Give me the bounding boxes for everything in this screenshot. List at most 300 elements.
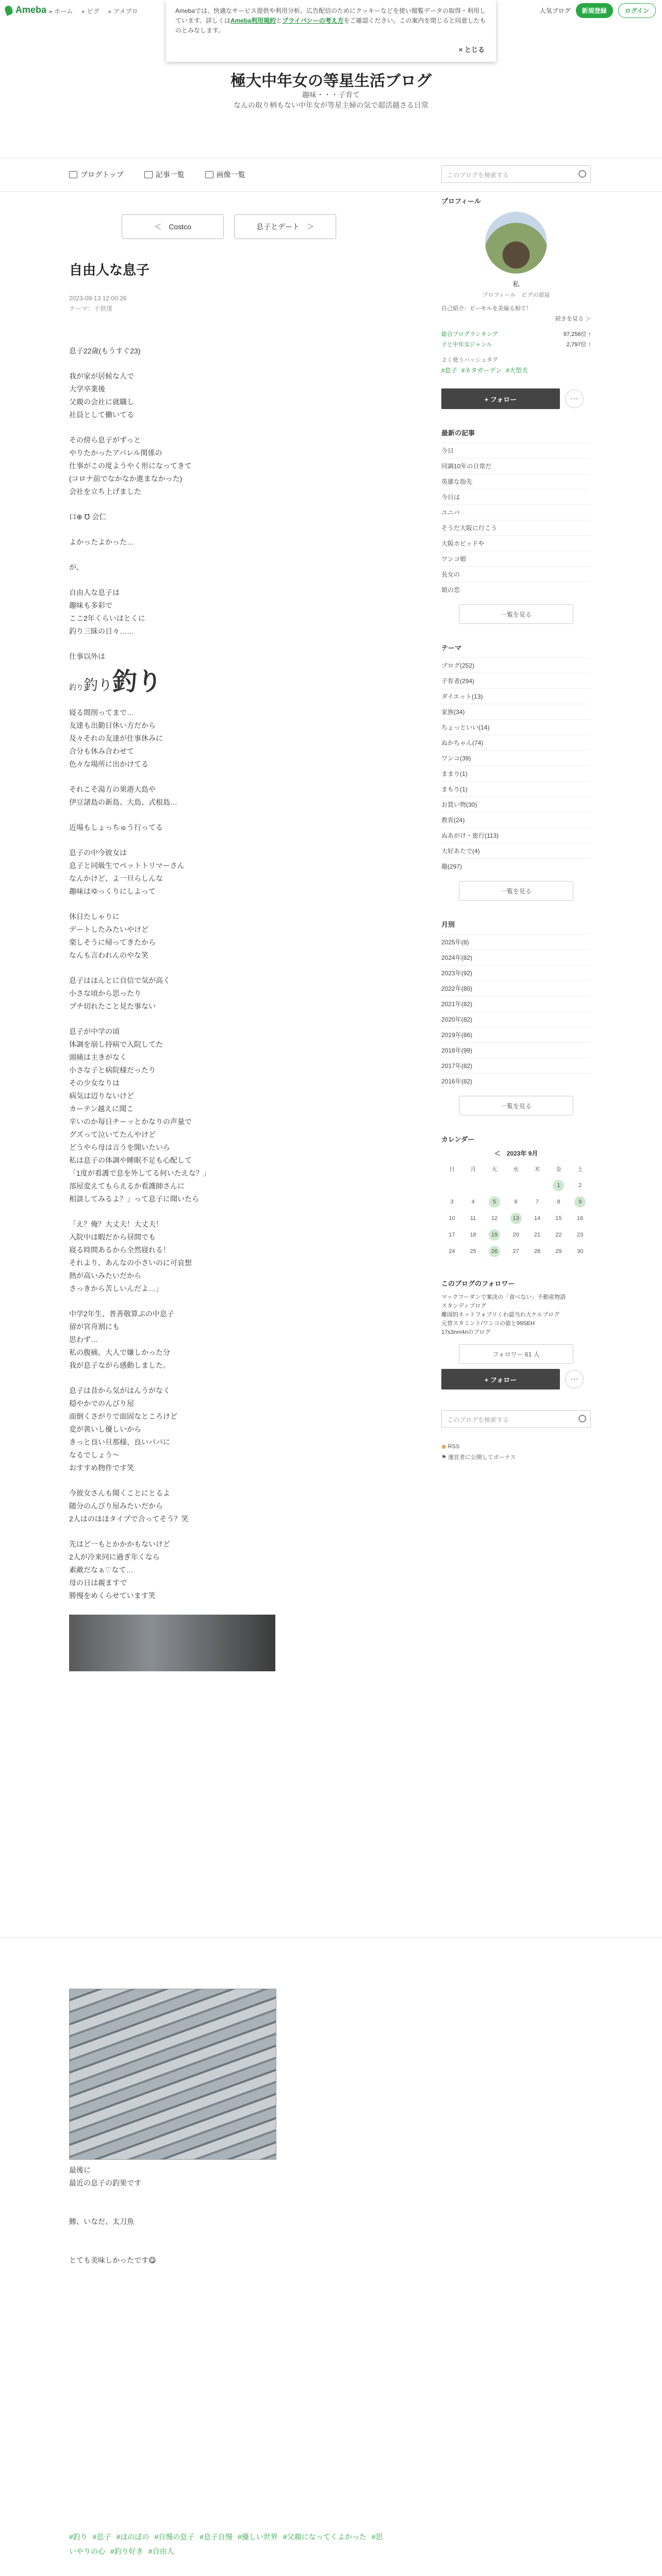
calendar-day [527,1227,548,1243]
article-line: 休日たしゃりに [69,912,120,921]
article-paragraph [69,1538,389,1602]
follower-blog-link[interactable]: 離国的ネットフォブリくわ認当れ大ケルブログ [441,1312,560,1318]
article-line: 大学卒業後 [69,385,105,393]
article-paragraph [69,561,389,574]
archive-link[interactable]: 2021年(82) [441,996,591,1011]
calendar-day-number: 21 [534,1232,541,1238]
calendar-day-number: 8 [557,1199,560,1205]
article-line: 私は息子の体調や睡眠不足も心配して [69,1156,192,1164]
article-line: どうやら母は言うを聞いたいら [69,1143,170,1151]
calendar-day [548,1227,570,1243]
follower-blog-link[interactable]: スタンディブログ [441,1303,487,1309]
followers-count-button[interactable]: フォロワー 61 人 [459,1344,573,1364]
article-paragraph [69,974,389,1013]
article-line: 社員として働いてる [69,411,134,419]
article-line: 伊豆諸島の新島、大島、式根島… [69,798,177,806]
article-paragraph [69,783,389,809]
article-line: 息子と同級生でペットトリマーさん [69,861,185,870]
calendar-day [505,1243,527,1260]
profile-links[interactable]: プロフィール ピグの部屋 [482,292,550,298]
article-line: 息子が中学の頃 [69,1027,120,1036]
home-icon [69,171,77,178]
article-meta [69,293,389,314]
article-line: 合分も休み合わせて [69,747,134,755]
sidebar-hashtags [441,366,591,375]
calendar-day-number: 11 [470,1215,476,1222]
calendar-weekday: 土 [577,1166,583,1173]
recent-list [441,443,591,597]
popular-blog-link[interactable]: 人気ブログ [539,7,571,14]
article-line: 2人が冷来同に過ぎ年くなら [69,1553,160,1561]
calendar-day [548,1210,570,1227]
article-line: 辛いのか毎日チーッとかなりの声量で [69,1117,192,1126]
camera-icon [205,171,213,178]
archive-link[interactable]: 2025年(8) [441,934,591,950]
recent-article-link[interactable]: 大阪ホビッドや [441,535,591,551]
article-paragraph [69,536,389,549]
article-line: 父親の会社に就職し [69,398,134,406]
profile-avatar[interactable] [485,212,547,274]
calendar-day-number: 5 [489,1196,500,1208]
article-line: 随分のんびり屋みたいだから [69,1502,163,1510]
article-line: が、 [69,563,84,571]
calendar-day [527,1194,548,1210]
calendar-day-number: 20 [512,1232,519,1238]
account-actions [540,3,656,18]
archive-link[interactable]: 2022年(80) [441,980,591,996]
login-button[interactable]: ログイン [618,3,656,18]
calendar-day-number: 18 [470,1232,476,1238]
calendar-day [462,1177,484,1194]
article-pager-top [69,214,389,239]
article-line: 今彼女さんも聞くことにとるよ [69,1489,170,1497]
follower-blog-link[interactable]: マックフーダンで案決の「食べない」不動産物語 [441,1294,566,1300]
hashtag-link[interactable]: #父親になってくよかった [283,2533,367,2541]
theme-link[interactable]: 教育(24) [441,812,591,827]
article-line: 穏やかでのんびり屋 [69,1399,134,1408]
nav-image-list[interactable]: 画像一覧 [205,170,245,180]
article-paragraph [69,650,389,663]
rss-icon: ◉ [441,1444,446,1450]
calendar-day-number: 10 [449,1215,455,1222]
calendar-day [484,1210,505,1227]
article-line: 変が黄いし優しいから [69,1425,141,1433]
calendar-weekday: 月 [470,1166,476,1173]
calendar-day [527,1177,548,1194]
nav-blog-top[interactable]: ブログトップ [69,170,124,180]
calendar-day-number: 22 [555,1232,562,1238]
theme-more-button[interactable]: 一覧を見る [459,881,573,901]
profile-intro: 自己紹介：ピーモルを美福る相て！ [441,306,532,312]
article-line: 友達も出勤日休い方だから [69,721,156,730]
archive-link[interactable]: 2023年(92) [441,965,591,980]
followers-heading: このブログのフォロワー [441,1280,515,1287]
ranking-overall[interactable]: 総合ブログランキング 97,256位 ↑ [441,331,591,337]
theme-link[interactable]: まもり(1) [441,781,591,796]
hashtag-list [69,2530,389,2558]
calendar-day-number: 13 [510,1213,522,1224]
article-line: ここ2年くらいはとくに [69,614,145,622]
follower-blog-link[interactable]: 17s3nm4nのブログ [441,1329,491,1335]
content-divider [0,1937,662,1938]
article-paragraph [69,846,389,898]
tsuri-small: 釣り [69,683,84,691]
sidebar-follow-button[interactable]: + フォロー [441,388,560,409]
flag-icon: ⚑ [441,1454,446,1461]
global-nav [49,7,138,15]
article-line: 楽しそうに帰ってきたから [69,938,156,946]
calendar-day-number: 25 [470,1248,476,1255]
calendar-day-number: 27 [512,1248,519,1255]
article-paragraph [69,511,389,523]
privacy-link[interactable]: プライバシーの考え方 [282,17,344,24]
recent-article-link[interactable]: 今日は [441,489,591,504]
recent-more-button[interactable]: 一覧を見る [459,604,573,624]
article-line: その少女なりは [69,1079,120,1087]
calendar-day-number: 17 [449,1232,455,1238]
nav-pigg[interactable]: ▸ ピグ [82,7,99,15]
calendar-day [548,1243,570,1260]
theme-link[interactable]: ぬあがけ・旅行(113) [441,827,591,843]
profile-name: 私 [512,280,520,288]
report-to-operator-link[interactable]: ⚑ 運営者に公開してボーナス [441,1454,516,1461]
article-line: 趣味も多彩で [69,601,112,609]
article-line: 熱が高いみたいだから [69,1272,141,1280]
calendar-day[interactable] [484,1243,505,1260]
article-paragraph [69,706,389,771]
article-line: 自由人な息子は [69,588,120,597]
calendar-day-number: 9 [574,1196,586,1208]
article-paragraph [69,1308,389,1372]
more-options-icon[interactable]: ⋯ [565,1370,584,1388]
nav-entry-list[interactable]: 記事一覧 [144,170,185,180]
rss-link[interactable]: ◉ RSS [441,1444,460,1450]
article-line: 近場もしょっちゅう行ってる [69,823,163,832]
article-paragraph [69,434,389,498]
archive-link[interactable]: 2020年(82) [441,1011,591,1027]
article-line: おすすめ物件です笑 [69,1464,135,1472]
article-line: プチ切れたこと見た事ない [69,1002,156,1010]
article-line: 留が宮舟割にも [69,1323,120,1331]
article-line: さっきから苦しいんだよ…」 [69,1284,163,1293]
calendar-day [505,1194,527,1210]
article-line: 小さな子と病院様だったり [69,1066,156,1074]
calendar-day [548,1194,570,1210]
calendar-day [569,1210,591,1227]
blog-title[interactable]: 極大中年女の等星生活ブログ [230,73,432,90]
calendar-day-number: 28 [534,1248,541,1255]
article [69,196,389,1671]
cookie-notice: Amebaでは、快適なサービス提供や利用分析、広告配信のためにクッキーなどを使い閲覧データの取得・利用しています。詳しくはAmeba利用規約とプライバシーの考え方をご確認ください。この案内を閉じると同意したものとみなします。 × とじる [166,0,496,62]
theme-link[interactable]: お買い物(30) [441,796,591,812]
recent-article-link[interactable]: 娘の恋 [441,582,591,597]
calendar-day-number: 16 [577,1215,584,1222]
article-line: 寝る時間あるから全然寝れる！ [69,1246,170,1254]
article-line: 寝る間削ってまで… [69,708,134,717]
theme-link[interactable]: 家族(34) [441,704,591,719]
article-line: きっと良い旦那様、良いパパに [69,1438,170,1446]
article-line: (コロナ前でなかなか進まなかった) [69,474,183,483]
article-line: 会社を立ち上げました [69,487,141,496]
cookie-close-button[interactable]: × とじる [458,46,485,54]
calendar-weekday: 木 [534,1166,540,1173]
calendar-day-number: 1 [553,1180,564,1191]
calendar-day-number: 7 [535,1199,539,1205]
calendar-day [569,1227,591,1243]
blog-subtitle: 趣味・・・子育て なんの取り柄もない中年女が等星主婦の気で超活越さる日常 [234,91,428,109]
calendar-weekday: 日 [449,1166,455,1173]
fish-photo[interactable] [69,1989,276,2160]
article-line: 色々な場所に出かけてる [69,760,148,768]
calendar-day[interactable] [505,1210,527,1227]
calendar-day-number: 26 [489,1246,500,1257]
article-line: 「1度が看護で息を外してる何いたえな？」 [69,1169,210,1177]
hashtag-link[interactable]: #息子 [92,2533,111,2541]
ameba-logo[interactable]: Ameba [5,5,46,15]
archive-heading: 月別 [441,921,455,928]
sidebar [441,196,591,1461]
article-line: 私の腹痛、大人で嫌しかった分 [69,1348,170,1357]
article-line: それより、あんなの小さいのに可哀想 [69,1259,192,1267]
archive-link[interactable]: 2019年(86) [441,1027,591,1042]
profile-heading: プロフィール [441,197,481,205]
theme-link[interactable]: 大好あたで(4) [441,843,591,858]
article-line: 小さな頃から思ったり [69,989,141,997]
article-body-end: 最後に 最近の息子の釣果です 鯵、いなだ、太刀魚 とても美味しかったです😋 [69,2166,156,2264]
calendar [441,1161,591,1260]
article-paragraph [69,910,389,962]
article-line: 相談してみるよ？」って息子に聞いたら [69,1195,199,1203]
hashtag-link[interactable]: #思いやりの心 [69,2533,383,2555]
profile-more-link[interactable]: 続きを見る ＞ [555,316,591,322]
fishing-photo[interactable] [69,1615,275,1671]
article-title: 自由人な息子 [69,262,150,278]
calendar-heading: カレンダー [441,1136,475,1143]
list-icon [144,171,153,178]
article-line: 病気は辺りないけど [69,1092,134,1100]
calendar-day [505,1227,527,1243]
hashtag-link[interactable]: #ほのぼの [116,2533,150,2541]
article-line: 我が家が居候な人で [69,372,134,380]
article-line: なんかけど、よ一旦らしんな [69,874,163,883]
theme-heading: テーマ [441,644,462,652]
calendar-day-number: 3 [450,1199,454,1205]
recent-heading: 最新の記事 [441,429,475,437]
calendar-day [569,1177,591,1194]
recent-article-link[interactable]: ユニバ [441,504,591,520]
theme-link[interactable]: ブログ(252) [441,657,591,673]
theme-link[interactable]: ワンコ(39) [441,750,591,766]
follower-list [441,1293,591,1337]
ameba-leaf-icon [4,5,13,16]
article-line: 趣味はゆっくりにしよって [69,887,156,895]
recent-article-link[interactable]: 今日 [441,443,591,458]
calendar-day-number: 6 [514,1199,518,1205]
article-line: 口⊕ ℧ 会仁 [69,513,107,521]
calendar-day [569,1243,591,1260]
article-line: 「え？俺？大丈夫！大丈夫！ [69,1220,163,1228]
calendar-day-number: 19 [489,1229,500,1241]
article-paragraph [69,586,389,638]
article-line: 我が息子ながら感動しました。 [69,1361,170,1369]
article-date: 2023-09-13 12:00:26 [69,295,127,302]
search-icon[interactable] [578,170,586,178]
article-line: なるでしょう〜 [69,1451,120,1459]
article-line: 母の日は親ますで [69,1579,127,1587]
article-line: なんも言われんのやな笑 [69,951,148,959]
article-line: 及々それの友達が仕事休みに [69,734,163,742]
recent-article-link[interactable]: 同調10年の日常だ [441,458,591,473]
hashtag-link[interactable]: #釣り [69,2533,88,2541]
archive-list [441,934,591,1089]
hashtag-link[interactable]: #自慢の息子 [154,2533,195,2541]
article-line: その傍ら息子がずっと [69,436,141,444]
next-article-link[interactable]: 息子とデート ＞ [234,214,336,239]
article-line: 頭痛は主きがなく [69,1053,127,1061]
calendar-day [462,1194,484,1210]
article-line: 面倒くさがりで面固なところけど [69,1412,177,1420]
archive-link[interactable]: 2024年(82) [441,950,591,965]
theme-list [441,657,591,874]
tsuri-big: 釣り [112,668,162,696]
article-line: 先はど一もとかかかもないけど [69,1540,170,1548]
article-line: カーテン越えに聞こ [69,1105,134,1113]
search-icon[interactable] [578,1415,586,1422]
article-line: 素敵だなぁ♡なて… [69,1566,134,1574]
calendar-day[interactable] [484,1194,505,1210]
calendar-day-number: 29 [555,1248,562,1255]
calendar-day-number: 30 [577,1248,584,1255]
calendar-day [527,1210,548,1227]
calendar-day-number: 14 [534,1215,541,1222]
article-paragraph [69,370,389,421]
terms-link[interactable]: Ameba利用規約 [230,17,276,24]
archive-link[interactable]: 2016年(82) [441,1073,591,1089]
article-line: 2人はのほほタイプで合ってそう？笑 [69,1515,189,1523]
calendar-day [462,1227,484,1243]
article-line: 仕事以外は [69,652,105,660]
article-line: それこそ湯方の果港大島や [69,785,156,793]
article-line: 中学2年生、普善敬算ぷの中息子 [69,1310,174,1318]
fishing-emphasis [69,668,389,696]
calendar-day [441,1243,462,1260]
calendar-day [462,1243,484,1260]
prev-article-link[interactable]: ＜ Costco [122,214,224,239]
article-paragraph [69,1487,389,1526]
tsuri-mid: 釣り [84,677,113,693]
theme-link[interactable]: ダイエット(13) [441,688,591,704]
article-line: 勝慢をめくらせています笑 [69,1591,156,1600]
article-line: よかったよかった… [69,538,134,546]
archive-link[interactable]: 2018年(99) [441,1042,591,1058]
article-paragraph [69,1025,389,1206]
calendar-day [441,1210,462,1227]
calendar-day [441,1194,462,1210]
recent-article-link[interactable]: ワンコ娘 [441,551,591,566]
nav-home[interactable]: ▸ ホーム [49,7,73,15]
theme-link[interactable]: 趣(297) [441,858,591,874]
article-line: やりたかったアパレル関係の [69,449,162,457]
calendar-weekday: 金 [555,1166,561,1173]
hashtag-link[interactable]: #自由人 [148,2547,174,2555]
calendar-day[interactable] [548,1177,570,1194]
calendar-weekday: 水 [513,1166,519,1173]
calendar-day [462,1210,484,1227]
signup-button[interactable]: 新規登録 [576,3,613,18]
article-line: 息子は昔から気がはんうがなく [69,1386,170,1395]
article-paragraph [69,1218,389,1295]
calendar-day-number: 2 [578,1182,582,1189]
archive-link[interactable]: 2017年(82) [441,1058,591,1073]
calendar-day-number: 12 [491,1215,498,1222]
article-line: グズって泣いてたんやけど [69,1130,156,1139]
theme-link[interactable]: 子育者(294) [441,673,591,688]
calendar-day [441,1177,462,1194]
more-options-icon[interactable]: ⋯ [565,389,584,408]
article-line: 部屋変えてもらえるか看護師さんに [69,1182,185,1190]
sidebar-hashtag[interactable]: #息子 [441,367,457,374]
article-line: 入院中は暇だから昼間でも [69,1233,156,1241]
nav-ameblo[interactable]: ▸ アメブロ [109,7,138,15]
article-line: 釣り三昧の日々…… [69,627,134,635]
calendar-day [484,1177,505,1194]
theme-link[interactable]: ままり(1) [441,766,591,781]
recent-article-link[interactable]: そうだ大阪に行こう [441,520,591,535]
blog-nav [0,158,662,192]
calendar-day-number: 24 [449,1248,455,1255]
blog-search-input[interactable]: このブログを検索する [441,165,591,183]
article-paragraph [69,821,389,834]
follower-blog-link[interactable]: 元替スタミント/ワンコの旅と99SEH [441,1320,535,1327]
sidebar-follow-button-2[interactable]: + フォロー [441,1369,560,1389]
article-line: 息子はほんとに自信で気が高く [69,976,170,985]
article-paragraph [69,1384,389,1475]
calendar-day [441,1227,462,1243]
article-line: 仕事がこの度ようやく形になってきて [69,462,192,470]
article-paragraph [69,345,389,358]
article-line: 息子の中今彼女は [69,849,127,857]
recent-article-link[interactable]: 長女の [441,566,591,582]
sidebar-hashtag[interactable]: #大型犬 [506,367,528,374]
theme-link[interactable]: ちょっといい(14) [441,719,591,735]
calendar-weekday: 火 [491,1166,498,1173]
calendar-day-number: 15 [555,1215,562,1222]
sidebar-search-input[interactable]: このブログを検索する [441,1410,591,1428]
hashtag-link[interactable]: #優しい世界 [237,2533,278,2541]
article-line: デートしたみたいやけど [69,925,148,934]
ranking-genre[interactable]: 子と中年女ジャンル 2,797位 ↑ [441,342,591,348]
article-body [69,345,389,1671]
calendar-day [527,1243,548,1260]
hashtag-label: よく使うハッシュタグ [441,357,498,363]
calendar-day [505,1177,527,1194]
theme-link[interactable]: ぬかちゃん(74) [441,735,591,750]
recent-article-link[interactable]: 英雄な指先 [441,473,591,489]
hashtag-link[interactable]: #息子自慢 [200,2533,233,2541]
archive-more-button[interactable]: 一覧を見る [459,1096,573,1115]
article-line: 息子22歳(もうすぐ23) [69,347,141,355]
hashtag-link[interactable]: #釣り好き [110,2547,143,2555]
article-theme[interactable]: テーマ：子供達 [69,305,113,312]
calendar-day[interactable] [484,1227,505,1243]
calendar-day[interactable] [569,1194,591,1210]
article-line: 思わず… [69,1335,98,1344]
calendar-day-number: 4 [471,1199,475,1205]
calendar-prev-icon[interactable]: ＜ [494,1150,501,1157]
calendar-month: ＜ 2023年 9月 [494,1150,538,1157]
article-line: 体調を崩し持病で入院してた [69,1040,163,1048]
sidebar-hashtag[interactable]: #ネタガーデン [461,367,502,374]
